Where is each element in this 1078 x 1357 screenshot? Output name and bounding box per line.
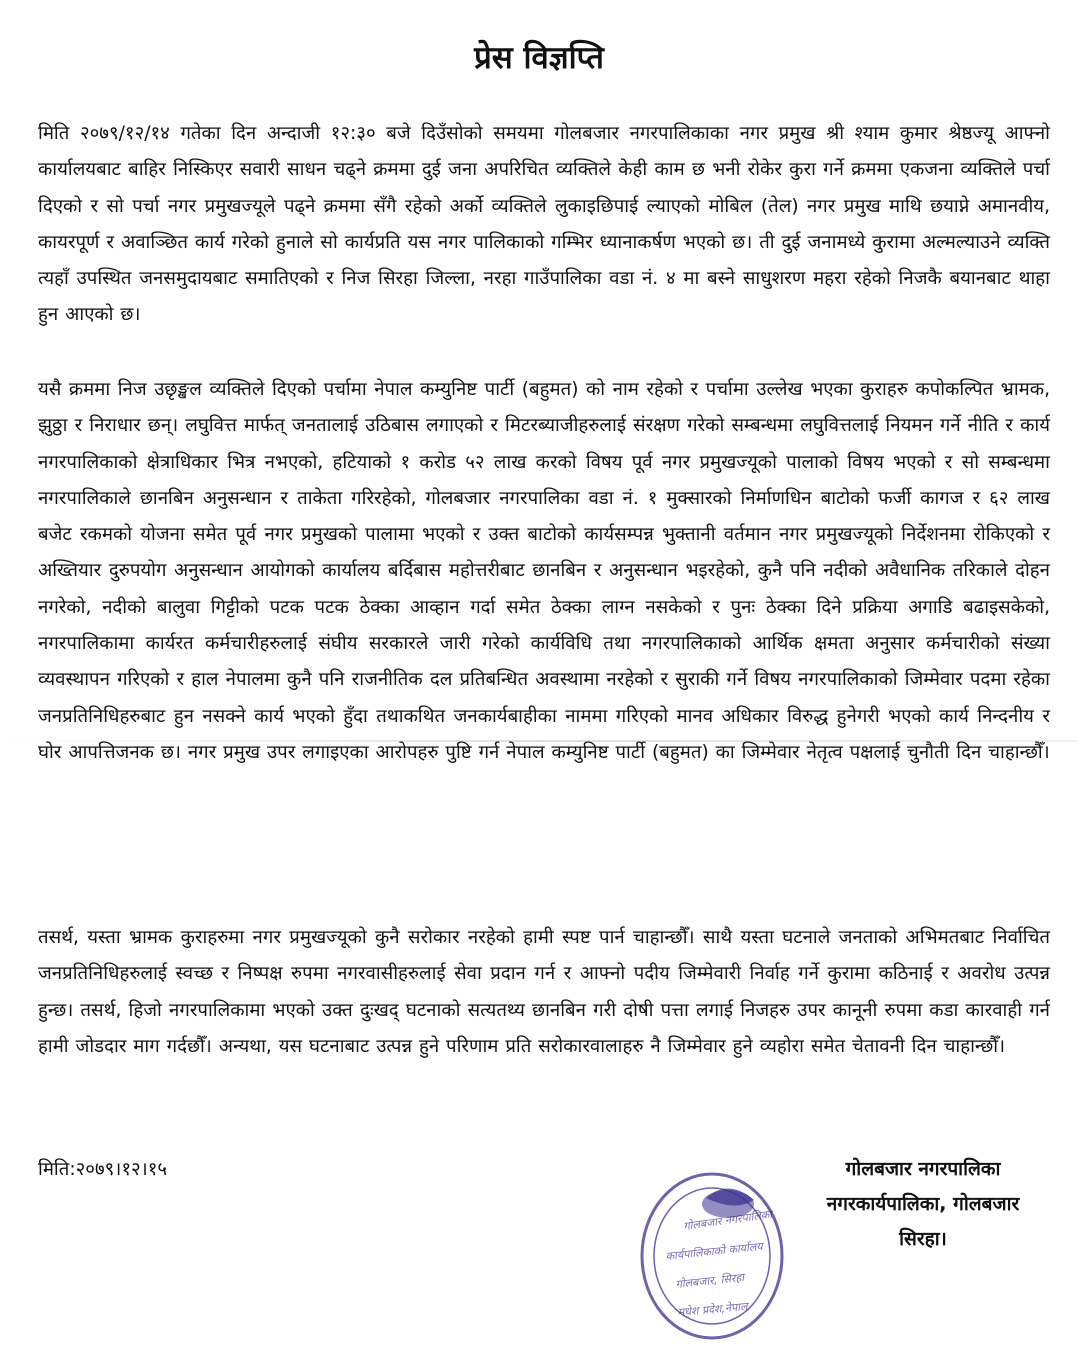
signature-line-1: गोलबजार नगरपालिका xyxy=(845,1158,1001,1180)
scan-artifact-line xyxy=(0,740,1078,742)
signature-line-3: सिरहा। xyxy=(899,1228,947,1250)
official-seal-stamp xyxy=(636,1168,788,1344)
paragraph-3: तसर्थ, यस्ता भ्रामक कुराहरुमा नगर प्रमुखज्यूको कुनै सरोकार नरहेको हामी स्पष्ट पार्न चाहान्छौँ। साथै यस्ता घटनाले जनताको अभिमतबाट निर्वाचित जनप्रतिनिधिहरुलाई स्वच्छ र निष्पक्ष रुपमा नगरवासीहरुलाई सेवा प्रदान गर्न र आफ्नो पदीय जिम्मेवारी निर्वाह गर्ने कुरामा कठिनाई र अवरोध उत्पन्न हुन्छ। तसर्थ, हिजो नगरपालिकामा भएको उक्त दुःखद् घटनाको सत्यतथ्य छानबिन गरी दोषी पत्ता लगाई निजहरु उपर कानूनी रुपमा कडा कारवाही गर्न हामी जोडदार माग गर्दछौँ। अन्यथा, यस घटनाबाट उत्पन्न हुने परिणाम प्रति सरोकारवालाहरु नै जिम्मेवार हुने व्यहोरा समेत चेतावनी दिन चाहान्छौँ। xyxy=(38,927,1051,1057)
paragraph-2: यसै क्रममा निज उछृङ्खल व्यक्तिले दिएको पर्चामा नेपाल कम्युनिष्ट पार्टी (बहुमत) को नाम रहेको र पर्चामा उल्लेख भएका कुराहरु कपोकल्पित भ्रामक, झुठ्ठा र निराधार छन्। लघुवित्त मार्फत् जनतालाई उठिबास लगाएको र मिटरब्याजीहरुलाई संरक्षण गरेको सम्बन्धमा लघुवित्तलाई नियमन गर्ने नीति र कार्य नगरपालिकाको क्षेत्राधिकार भित्र नभएको, हटियाको १ करोड ५२ लाख करको विषय पूर्व नगर प्रमुखज्यूको पालाको विषय भएको र सो सम्बन्धमा नगरपालिकाले छानबिन अनुसन्धान र ताकेता गरिरहेको, गोलबजार नगरपालिका वडा नं. १ मुक्सारको निर्माणधिन बाटोको फर्जी कागज र ६२ लाख बजेट रकमको योजना समेत पूर्व नगर प्रमुखको पालामा भएको र उक्त बाटोको कार्यसम्पन्न भुक्तानी वर्तमान नगर प्रमुखज्यूको निर्देशनमा रोकिएको र अख्तियार दुरुपयोग अनुसन्धान आयोगको कार्यालय बर्दिबास महोत्तरीबाट छानबिन र अनुसन्धान भइरहेको, कुनै पनि नदीको अवैधानिक तरिकाले दोहन नगरेको, नदीको बालुवा गिट्टीको पटक पटक ठेक्का आव्हान गर्दा समेत ठेक्का लाग्न नसकेको र पुनः ठेक्का दिने प्रक्रिया अगाडि बढाइसकेको, नगरपालिकामा कार्यरत कर्मचारीहरुलाई संघीय सरकारले जारी गरेको कार्यविधि तथा नगरपालिकाको आर्थिक क्षमता अनुसार कर्मचारीको संख्या व्यवस्थापन गरिएको र हाल नेपालमा कुनै पनि राजनीतिक दल प्रतिबन्धित अवस्थामा नरहेको र सुराकी गर्ने विषय नगरपालिकाको जिम्मेवार पदमा रहेका जनप्रतिनिधिहरुबाट हुन नसक्ने कार्य भएको हुँदा तथाकथित जनकार्यबाहीका नाममा गरिएको मानव अधिकार विरुद्ध हुनेगरी भएको कार्य निन्दनीय र घोर आपत्तिजनक छ। नगर प्रमुख उपर लगाइएका आरोपहरु पुष्टि गर्न नेपाल कम्युनिष्ट पार्टी (बहुमत) का जिम्मेवार नेतृत्व पक्षलाई चुनौती दिन चाहान्छौँ। xyxy=(38,379,1050,763)
issue-date: मिति:२०७९।१२।१५ xyxy=(38,1159,168,1180)
signature-line-2: नगरकार्यपालिका, गोलबजार xyxy=(826,1193,1020,1215)
svg-text:गोलबजार, सिरहा: गोलबजार, सिरहा xyxy=(674,1270,745,1291)
svg-text:कार्यपालिकाको कार्यालय: कार्यपालिकाको कार्यालय xyxy=(664,1239,764,1263)
paragraph-1: मिति २०७९/१२/१४ गतेका दिन अन्दाजी १२:३० बजे दिउँसोको समयमा गोलबजार नगरपालिकाका नगर प्रमुख श्री श्याम कुमार श्रेष्ठज्यू आफ्नो कार्यालयबाट बाहिर निस्किएर सवारी साधन चढ्ने क्रममा दुई जना अपरिचित व्यक्तिले केही काम छ भनी रोकेर कुरा गर्ने क्रममा एकजना व्यक्तिले पर्चा दिएको र सो पर्चा नगर प्रमुखज्यूले पढ्ने क्रममा सँगै रहेको अर्को व्यक्तिले लुकाइछिपाई ल्याएको मोबिल (तेल) नगर प्रमुख माथि छयाप्ने अमानवीय, कायरपूर्ण र अवाञ्छित कार्य गरेको हुनाले सो कार्यप्रति यस नगर पालिकाको गम्भिर ध्यानाकर्षण भएको छ। ती दुई जनामध्ये कुरामा अल्मल्याउने व्यक्ति त्यहाँ उपस्थित जनसमुदायबाट समातिएको र निज सिरहा जिल्ला, नरहा गाउँपालिका वडा नं. ४ मा बस्ने साधुशरण महरा रहेको निजकै बयानबाट थाहा हुन आएको छ। xyxy=(38,123,1050,326)
signature-block xyxy=(788,1152,1058,1257)
svg-text:गोलबजार नगरपालिका: गोलबजार नगरपालिका xyxy=(682,1207,773,1233)
document-title: प्रेस विज्ञप्ति xyxy=(474,40,604,76)
svg-text:मधेश प्रदेश,नेपाल: मधेश प्रदेश,नेपाल xyxy=(677,1299,749,1319)
